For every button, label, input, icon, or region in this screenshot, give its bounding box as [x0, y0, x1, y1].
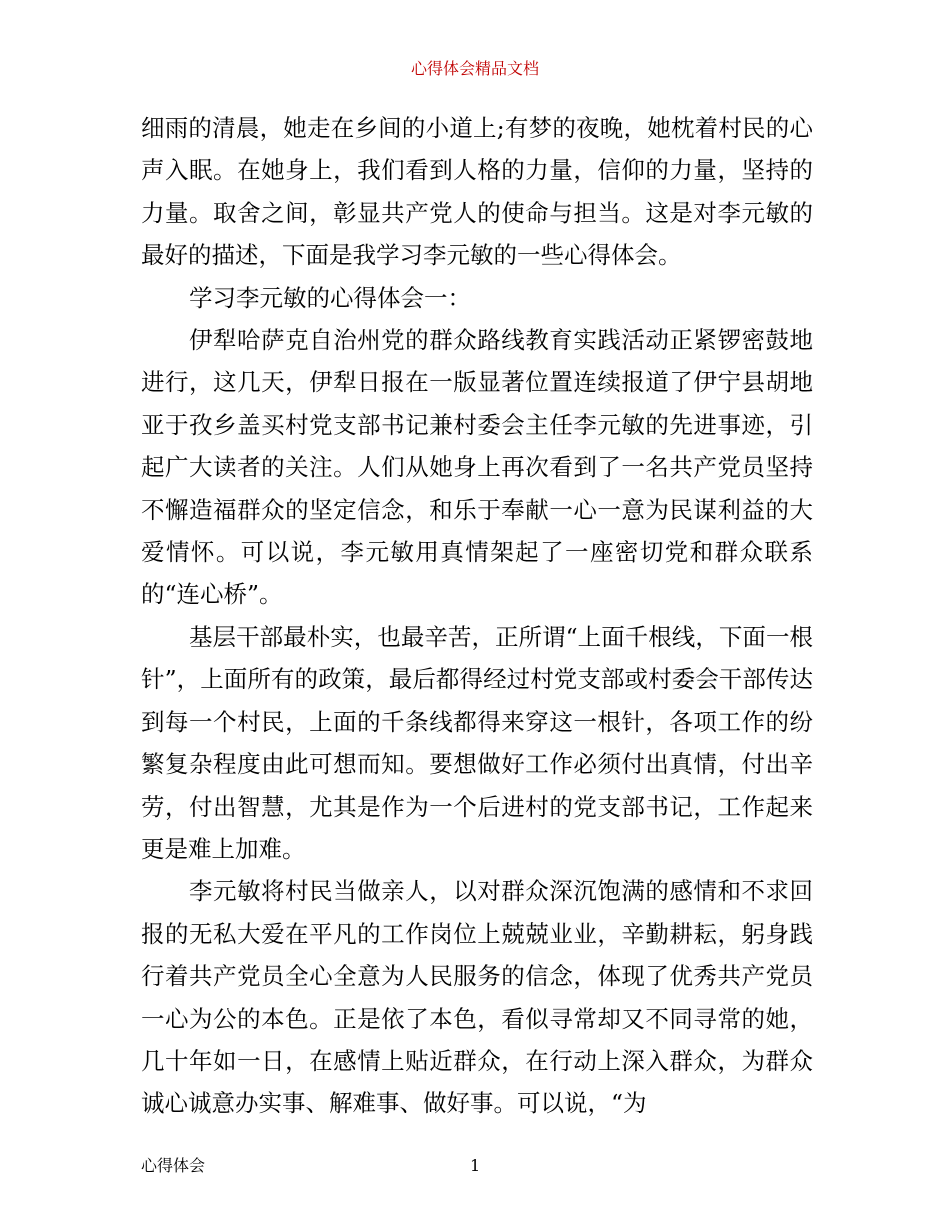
- document-header-title: 心得体会精品文档: [410, 59, 539, 78]
- section-heading: 学习李元敏的心得体会一：: [189, 283, 471, 312]
- body-paragraph: 伊犁哈萨克自治州党的群众路线教育实践活动正紧锣密鼓地进行，这几天，伊犁日报在一版显著位置连续报道了伊宁县胡地亚于孜乡盖买村党支部书记兼村委会主任李元敏的先进事迹，引起广大读者的关注。人们从她身上再次看到了一名共产党员坚持不懈造福群众的坚定信念，和乐于奉献一心一意为民谋利益的大爱情怀。可以说，李元敏用真情架起了一座密切党和群众联系的“连心桥”。: [141, 326, 813, 609]
- footer-label: 心得体会: [141, 1156, 206, 1175]
- body-paragraph-intro: 细雨的清晨，她走在乡间的小道上;有梦的夜晚，她枕着村民的心声入眠。在她身上，我们看到人格的力量，信仰的力量，坚持的力量。取舍之间，彰显共产党人的使命与担当。这是对李元敏的最好的描述，下面是我学习李元敏的一些心得体会。: [141, 114, 813, 270]
- document-body: [141, 107, 813, 1125]
- page-number: 1: [470, 1156, 481, 1175]
- body-paragraph: 李元敏将村民当做亲人，以对群众深沉饱满的感情和不求回报的无私大爱在平凡的工作岗位上兢兢业业，辛勤耕耘，躬身践行着共产党员全心全意为人民服务的信念，体现了优秀共产党员一心为公的本色。正是依了本色，看似寻常却又不同寻常的她，几十年如一日，在感情上贴近群众，在行动上深入群众，为群众诚心诚意办实事、解难事、做好事。可以说，“为: [141, 877, 813, 1118]
- body-paragraph: 基层干部最朴实，也最辛苦，正所谓“上面千根线，下面一根针”，上面所有的政策，最后都得经过村党支部或村委会干部传达到每一个村民，上面的千条线都得来穿这一根针，各项工作的纷繁复杂程度由此可想而知。要想做好工作必须付出真情，付出辛劳，付出智慧，尤其是作为一个后进村的党支部书记，工作起来更是难上加难。: [141, 622, 813, 863]
